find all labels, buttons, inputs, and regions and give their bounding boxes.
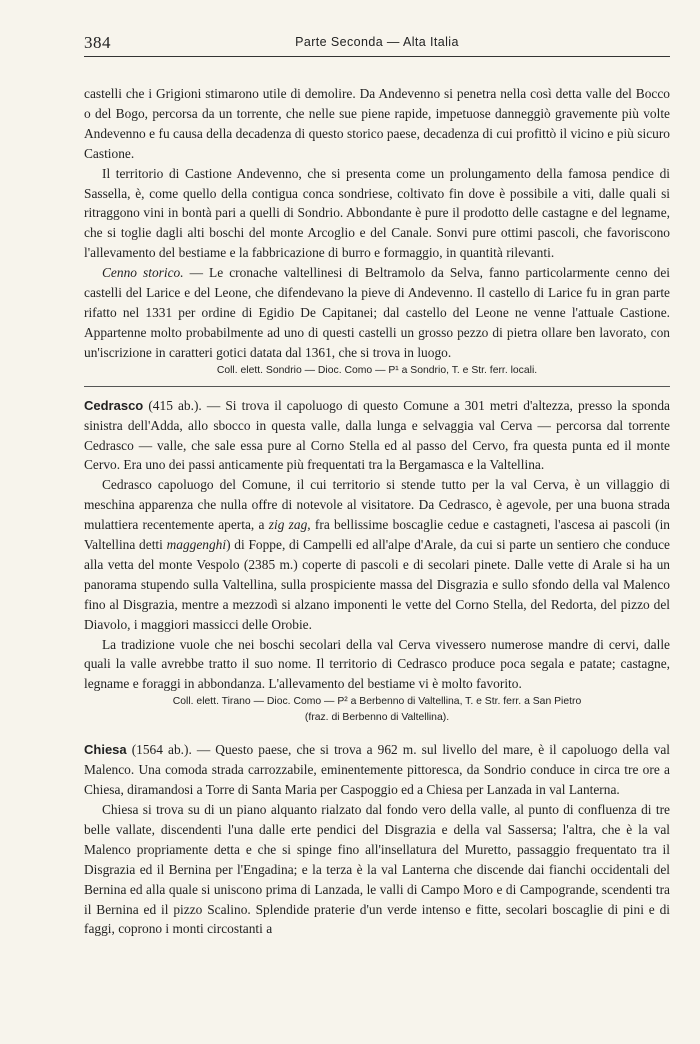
italic-term-maggenghi: maggenghi bbox=[166, 537, 227, 553]
cedrasco-reference-line-1: Coll. elett. Tirano — Dioc. Como — P² a Berbenno di Valtellina, T. e Str. ferr. a San Pietro bbox=[172, 696, 582, 708]
castione-paragraph-1: castelli che i Grigioni stimarono utile di demolire. Da Andevenno si penetra nella così detta valle del Bocco o del Bogo, percorsa da un torrente, che nelle sue piene rapide, impetuose danneggiò gravemente più volte Andevenno e fu causa della decadenza di questo storico paese, decadenza di cui profittò il vicino e più sicuro Castione. bbox=[84, 86, 670, 161]
cedrasco-reference-line-2: (fraz. di Berbenno di Valtellina). bbox=[304, 712, 450, 724]
castione-reference: Coll. elett. Sondrio — Dioc. Como — P¹ a Sondrio, T. e Str. ferr. locali. bbox=[216, 364, 538, 376]
entry-gap bbox=[84, 726, 670, 740]
chiesa-text-1: — Questo paese, che si trova a 962 m. sul livello del mare, è il capoluogo della val Malenco. Una comoda strada carrozzabile, eminentemente pittoresca, da Sondrio conduce in circa tre ore a Chiesa, diramandosi a Torre di Santa Maria per Caspoggio ed a Chiesa per Lanzada in val Lanterna. bbox=[84, 742, 670, 798]
cedrasco-paragraph-2 bbox=[84, 475, 670, 634]
history-label: Cenno storico. bbox=[102, 265, 184, 281]
cedrasco-text-1: — Si trova il capoluogo di questo Comune a 301 metri d'altezza, presso la sponda sinistra dell'Adda, allo sbocco in questa valle, dalla lunga e selvaggia val Cerva — percorsa dal torrente Cedrasco — valle, che sale essa pure al Corno Stella ed al passo del Cervo, fra questa punta ed il monte Cervo. Era uno dei passi anticamente più frequentati tra la Bergamasca e la Valtellina. bbox=[84, 397, 670, 473]
page-number: 384 bbox=[84, 33, 111, 52]
section-divider bbox=[84, 386, 670, 387]
cedrasco-paragraph-1 bbox=[84, 396, 670, 476]
cedrasco-heading: Cedrasco bbox=[84, 397, 144, 413]
italic-term-zigzag: zig zag bbox=[268, 517, 308, 533]
header-rule bbox=[84, 56, 670, 57]
cedrasco-text-2c: ) di Foppe, di Campelli ed all'alpe d'Arale, da cui si parte un sentiero che conduce alla vetta del monte Vespolo (2385 m.) coperte di pascoli e di secolari pinete. Dalle vette di Arale si ha un panorama stupendo sulla Valtellina, sulla prospiciente massa del Disgrazia e sullo sfondo della val Malenco fino al Disgrazia, mentre a mezzodì si alzano imponenti le vette del Corno Stella, del Redorta, del pizzo del Diavolo, i maggiori massicci delle Orobie. bbox=[84, 537, 670, 632]
chiesa-population: (1564 ab.). bbox=[126, 742, 192, 758]
running-title: Parte Seconda — Alta Italia bbox=[295, 35, 459, 49]
castione-history-paragraph bbox=[84, 263, 670, 363]
chiesa-paragraph-1 bbox=[84, 740, 670, 800]
cedrasco-paragraph-3: La tradizione vuole che nei boschi secolari della val Cerva vivessero numerose mandre di cervi, dalle quali la valle avrebbe tratto il suo nome. Il territorio di Cedrasco produce poca segala e patate; castagne, legname e foraggi in abbondanza. L'allevamento del bestiame vi è molto favorito. bbox=[84, 636, 670, 692]
page-header bbox=[84, 30, 670, 54]
cedrasco-population: (415 ab.). bbox=[143, 397, 202, 413]
cedrasco-text-2b: , fra bellissime boscaglie cedue e castagneti, l'ascesa ai pascoli (in Valtellina detti bbox=[84, 517, 670, 553]
page-body bbox=[84, 84, 670, 939]
chiesa-heading: Chiesa bbox=[84, 742, 127, 758]
history-text: — Le cronache valtellinesi di Beltramolo da Selva, fanno particolarmente cenno dei castelli del Larice e del Leone, che difendevano la pieve di Andevenno. Il castello di Larice fu in gran parte rifatto nel 1331 per ordine di Egidio De Capitanei; dal castello del Leone ne venne l'attuale Castione. Appartenne molto probabilmente ad uno di questi castelli un grosso pezzo di pietra ollare ben lavorato, con un'iscrizione in caratteri gotici datata dal 1361, che si trova in luogo. bbox=[84, 265, 670, 360]
chiesa-paragraph-2: Chiesa si trova su di un piano alquanto rialzato dal fondo vero della valle, al punto di confluenza di tre belle vallate, discendenti l'una dalle erte pendici del Disgrazia e della val Sassersa; l'altra, che è la val Malenco propriamente detta e che si spinge fino all'insellatura del Muretto, passaggio frequentato tra il Disgrazia ed il Bernina per l'Engadina; e la terza è la val Lanterna che discende dai fianchi occidentali del Bernina ed alla quale si uniscono prima di Lanzada, le valli di Campo Moro e di Campogrande, scendenti tra il Bernina ed il pizzo Scalino. Splendide praterie d'un verde intenso e fitte, secolari boscaglie di pini e di faggi, coprono i monti circostanti a bbox=[84, 802, 670, 937]
castione-paragraph-2: Il territorio di Castione Andevenno, che si presenta come un prolungamento della famosa pendice di Sassella, è, come quello della contigua conca sondriese, coltivato fin dove è possibile a viti, dalle quali si ritraggono vini in bontà pari a quelli di Sondrio. Abbondante è pure il prodotto delle castagne e del legname, che si toglie dagli alti boschi del monte Arcoglio e del Canale. Sonvi pure ottimi pascoli, che favoriscono l'allevamento del bestiame e la fabbricazione di burro e formaggio, in quantità rilevanti. bbox=[84, 165, 670, 261]
cedrasco-text-2a: Cedrasco capoluogo del Comune, il cui territorio si stende tutto per la val Cerva, è un villaggio di meschina apparenza che nulla offre di notevole al visitatore. Da Cedrasco, è agevole, per una buona strada mulattiera recentemente aperta, a bbox=[84, 477, 670, 533]
